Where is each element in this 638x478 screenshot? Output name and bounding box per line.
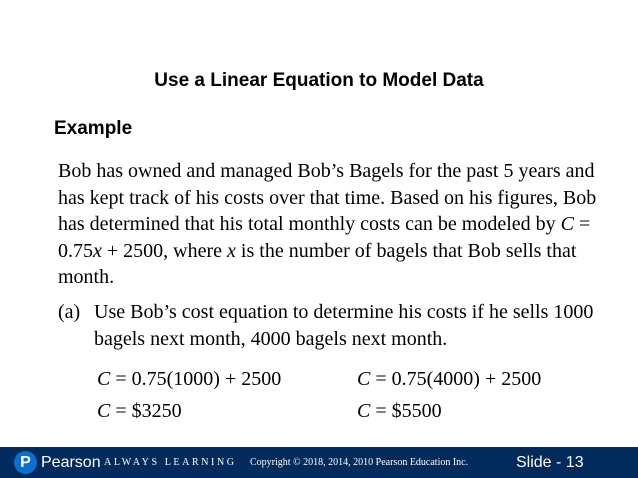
equation-variable: C xyxy=(97,368,111,390)
footer-copyright: Copyright © 2018, 2014, 2010 Pearson Education Inc. xyxy=(250,457,469,468)
slide-title: Use a Linear Equation to Model Data xyxy=(154,70,484,91)
equation-variable: C xyxy=(357,368,371,390)
pearson-logo-icon: P xyxy=(14,451,37,474)
result-4000 xyxy=(357,398,442,424)
pearson-brand: Pearson xyxy=(41,454,101,471)
equation-expression: = 0.75(1000) + 2500 xyxy=(110,368,282,390)
equation-variable: C xyxy=(357,400,371,422)
equation-expression: = 0.75(4000) + 2500 xyxy=(370,368,542,390)
result-1000 xyxy=(97,398,182,424)
variable-x: x xyxy=(93,239,102,262)
paragraph-part-1: Bob has owned and managed Bob’s Bagels for the past 5 years and has kept track of his costs over that time. Based on his figures, Bob has determined that his total monthly costs can be modeled by xyxy=(58,160,597,235)
problem-paragraph xyxy=(58,158,618,291)
footer-bar xyxy=(0,447,638,478)
equation-expression: = $5500 xyxy=(370,400,442,422)
variable-x: x xyxy=(227,239,236,262)
equation-1000 xyxy=(97,366,281,392)
equation-variable: C xyxy=(97,400,111,422)
section-heading: Example xyxy=(54,118,133,139)
part-a-text: Use Bob’s cost equation to determine his costs if he sells 1000 bagels next month, 4000 bagels next month. xyxy=(94,301,594,350)
paragraph-part-3: + 2500, where xyxy=(101,239,228,262)
part-a-marker: (a) xyxy=(58,301,81,323)
footer-tagline: ALWAYS LEARNING xyxy=(104,457,237,468)
equation-4000 xyxy=(357,366,541,392)
slide-number: Slide - 13 xyxy=(516,454,584,471)
variable-c: C xyxy=(560,213,575,235)
paragraph-part-2: = 0.75 xyxy=(58,213,591,262)
paragraph-part-4: is the number of bagels that Bob sells that month. xyxy=(58,239,577,288)
equation-expression: = $3250 xyxy=(110,400,182,422)
